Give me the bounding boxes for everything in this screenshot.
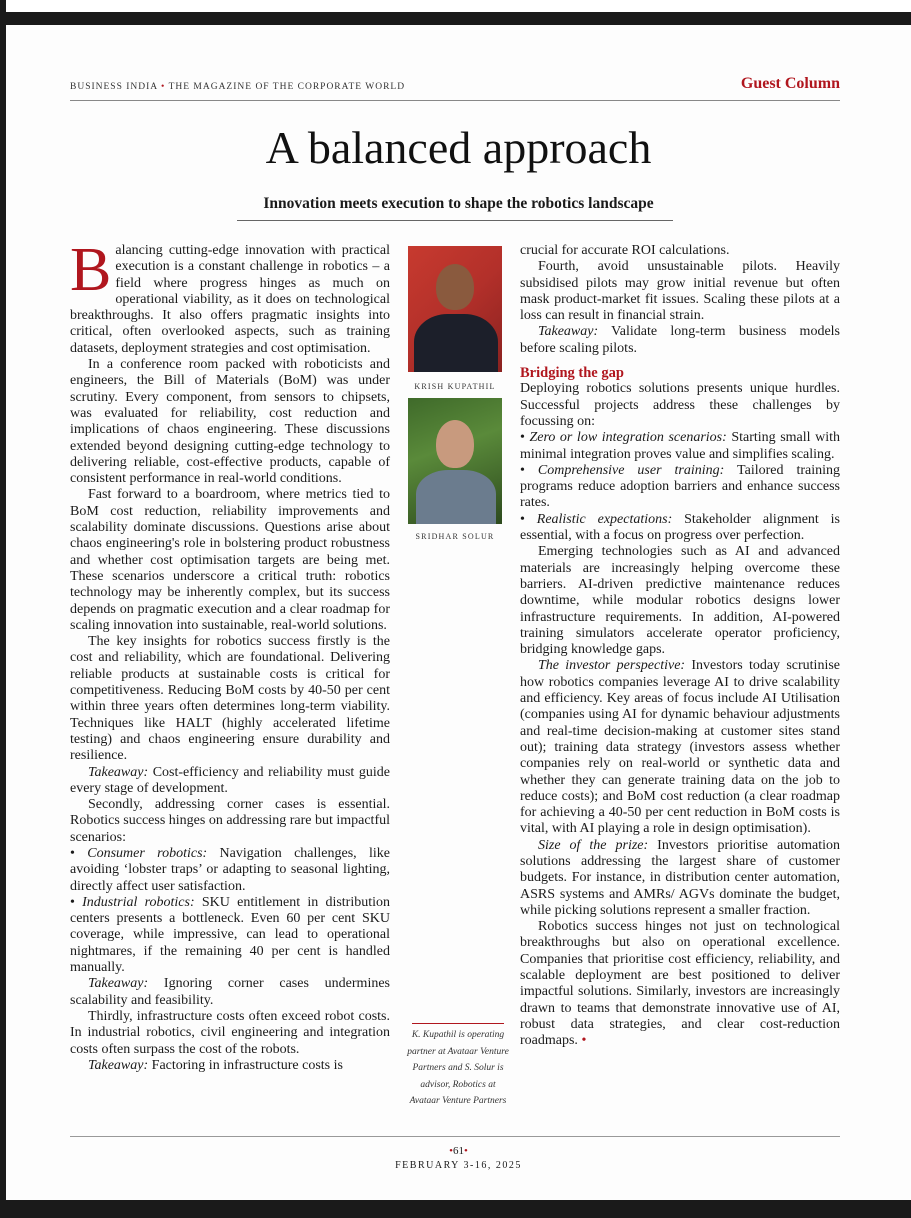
bullet-paragraph [70, 846, 390, 895]
paragraph-text: SKU entitlement in distribution centers presents a bottleneck. Even 60 per cent SKU coverage, while impressive, can lead to operational nightmares, if the remaining 40 per cent is handled manually. [70, 894, 391, 976]
end-mark-icon: • [577, 1033, 587, 1049]
paragraph [520, 658, 840, 837]
lead-in: Realistic expectations: [536, 511, 673, 527]
bullet-icon: • [70, 894, 83, 910]
paragraph [70, 357, 390, 487]
lead-in: Zero or low integration scenarios: [529, 430, 727, 446]
paragraph [70, 765, 390, 798]
paragraph-text: In a conference room packed with roboticists and engineers, the Bill of Materials (BoM) was under scrutiny. Every component, from sensors to chipsets, was evaluated for reliability, cost reduction and implications of chaos engineering. These discussions extended beyond designing cutting-edge technology to delivering reliable, cost-effective products, capable of consistent performance in real-world conditions. [70, 357, 390, 487]
column-left [70, 236, 391, 1074]
paragraph [520, 243, 840, 259]
paragraph [70, 236, 390, 357]
lead-in: Takeaway: [88, 764, 149, 780]
lead-in: The investor perspective: [538, 658, 686, 674]
paragraph [70, 1009, 390, 1058]
paragraph-text: Validate long-term business models before scaling pilots. [520, 324, 840, 356]
header-divider [70, 100, 840, 101]
paragraph-text: Thirdly, infrastructure costs often exceed robot costs. In industrial robotics, civil engineering and integration costs often surpass the cost of the robots. [70, 1008, 390, 1057]
section-label: Guest Column [740, 75, 840, 92]
lead-in: Takeaway: [538, 324, 599, 340]
author-bio-note: K. Kupathil is operating partner at Avataar Venture Partners and S. Solur is advisor, Robotics at Avataar Venture Partners [407, 1030, 509, 1106]
bullet-icon: • [520, 430, 530, 446]
article-subtitle: Innovation meets execution to shape the robotics landscape [263, 195, 654, 212]
paragraph-text: Navigation challenges, like avoiding ‘lobster traps’ or adapting to seasonal lighting, directly affect user satisfaction. [70, 845, 390, 894]
publication-name: BUSINESS INDIA [70, 82, 158, 92]
previous-page-edge [6, 0, 911, 12]
bullet-paragraph [520, 512, 840, 545]
paragraph [70, 976, 390, 1009]
paragraph-text: Starting small with minimal integration proves value and simplifies scaling. [520, 430, 840, 462]
paragraph-text: Secondly, addressing corner cases is essential. Robotics success hinges on addressing rare but impactful scenarios: [70, 797, 390, 845]
paragraph [520, 259, 840, 324]
paragraph [70, 797, 390, 846]
page-number: •61• [449, 1145, 468, 1157]
lead-in: Size of the prize: [538, 837, 649, 853]
photo-caption: SRIDHAR SOLUR [415, 532, 495, 541]
paragraph [520, 381, 840, 430]
article-title: A balanced approach [265, 122, 652, 173]
paragraph-text: The key insights for robotics success firstly is the cost and reliability, which are foundational. Delivering reliable products at sustainable costs is critical for competitiveness. Reducing BoM costs by 40-50 per cent within three years often determines long-term viability. Techniques like HALT (highly accelerated lifetime testing) and chaos engineering ensure durability and resilience. [70, 634, 390, 764]
paragraph-text: Fourth, avoid unsustainable pilots. Heavily subsidised pilots may grow initial revenue but often mask product-market fit issues. Scaling these pilots at a loss can result in financial strain. [520, 259, 840, 324]
lead-in: Takeaway: [88, 976, 149, 992]
paragraph [520, 544, 840, 658]
paragraph-text: Investors prioritise automation solutions addressing the largest share of customer budgets. For instance, in distribution center automation, ASRS systems and AMRs/ AGVs dominate the budget, while picking solutions represent a smaller fraction. [520, 837, 840, 918]
paragraph-text: alancing cutting-edge innovation with practical execution is a constant challenge in robotics – a field where progress hinges as much on operational viability, as it does on technological breakthroughs. It also offers pragmatic insights into critical, often overlooked aspects, such as training datasets, deployment strategies and cost optimisation. [70, 243, 390, 356]
bullet-paragraph [520, 430, 840, 463]
sidebar-divider [412, 1023, 504, 1024]
paragraph-text: Stakeholder alignment is essential, with a focus on progress over perfection. [520, 511, 841, 544]
lead-in: Industrial robotics: [82, 894, 195, 910]
paragraph-text: Fast forward to a boardroom, where metrics tied to BoM cost reduction, reliability improvements and scalability dominate discussions. Questions arise about chaos engineering's role in bolstering product robustness and whether cost optimisation targets are being met. These scenarios underscore a critical truth: robotics technology may be inherently complex, but its success depends on pragmatic execution and a clear roadmap for scaling innovation into sustainable, real-world solutions. [70, 487, 390, 633]
paragraph [70, 1058, 390, 1074]
paragraph-text: Ignoring corner cases undermines scalability and feasibility. [70, 976, 390, 1008]
issue-date: FEBRUARY 3-16, 2025 [395, 1160, 522, 1171]
column-right [520, 243, 840, 1050]
footer-divider [70, 1136, 840, 1137]
paragraph [70, 634, 390, 764]
publication-tagline: THE MAGAZINE OF THE CORPORATE WORLD [168, 82, 406, 92]
lead-in: Consumer robotics: [87, 845, 208, 861]
bullet-icon: • [70, 845, 88, 861]
bullet-paragraph [520, 463, 840, 512]
paragraph [520, 324, 840, 357]
paragraph-text: Tailored training programs reduce adoption barriers and enhance success rates. [520, 462, 840, 511]
author-photo-sridhar-solur [408, 398, 502, 524]
photo-caption: KRISH KUPATHIL [414, 382, 496, 391]
bullet-icon: • [520, 462, 538, 478]
paragraph-text: Emerging technologies such as AI and advanced materials are increasingly helping overcome these barriers. AI-driven predictive maintenance reduces downtime, while modular robotics designs lower infrastructure requirements. In addition, AI-powered training simulators accelerate operator proficiency, bridging knowledge gaps. [520, 544, 840, 658]
paragraph-text: crucial for accurate ROI calculations. [520, 243, 730, 258]
paragraph-text: Factoring in infrastructure costs is [148, 1057, 343, 1073]
paragraph-text: Robotics success hinges not just on technological breakthroughs but also on operational excellence. Companies that prioritise cost efficiency, reliability, and scalable deployment are best positioned to deliver impactful solutions. Similarly, investors are increasingly drawn to teams that demonstrate innovative use of AI, robust data strategies, and clear cost-reduction roadmaps. [520, 919, 840, 1049]
bullet-icon: • [520, 511, 537, 527]
paragraph-text: Cost-efficiency and reliability must guide every stage of development. [70, 764, 390, 796]
section-heading: Bridging the gap [520, 365, 624, 382]
paragraph [70, 487, 390, 634]
magazine-page [6, 25, 911, 1200]
bullet-paragraph [70, 895, 390, 976]
author-photo-krish-kupathil [408, 246, 502, 372]
lead-in: Comprehensive user training: [537, 462, 725, 478]
paragraph-text: Investors today scrutinise how robotics companies leverage AI to drive scalability and efficiency. Key areas of focus include AI Utilisation (companies using AI for dynamic behaviour adjustments and real-time decision-making at customer sites stand out); training data strategy (investors assess whether companies rely on real-world or synthetic data and whether they can generate training data on the job to reduce costs); and BoM cost reduction (a clear roadmap for achieving a 40-50 per cent reduction in BoM costs is vital, with AI playing a role in design optimisation). [520, 658, 840, 837]
page-number-value: 61 [453, 1145, 464, 1157]
paragraph [520, 838, 840, 919]
paragraph [520, 919, 840, 1049]
paragraph-text: Deploying robotics solutions presents unique hurdles. Successful projects address these challenges by focussing on: [520, 381, 840, 429]
lead-in: Takeaway: [88, 1057, 149, 1073]
running-header [70, 82, 405, 92]
subtitle-divider [237, 220, 673, 221]
bullet-icon: • [161, 82, 166, 92]
drop-cap: B [70, 236, 112, 304]
